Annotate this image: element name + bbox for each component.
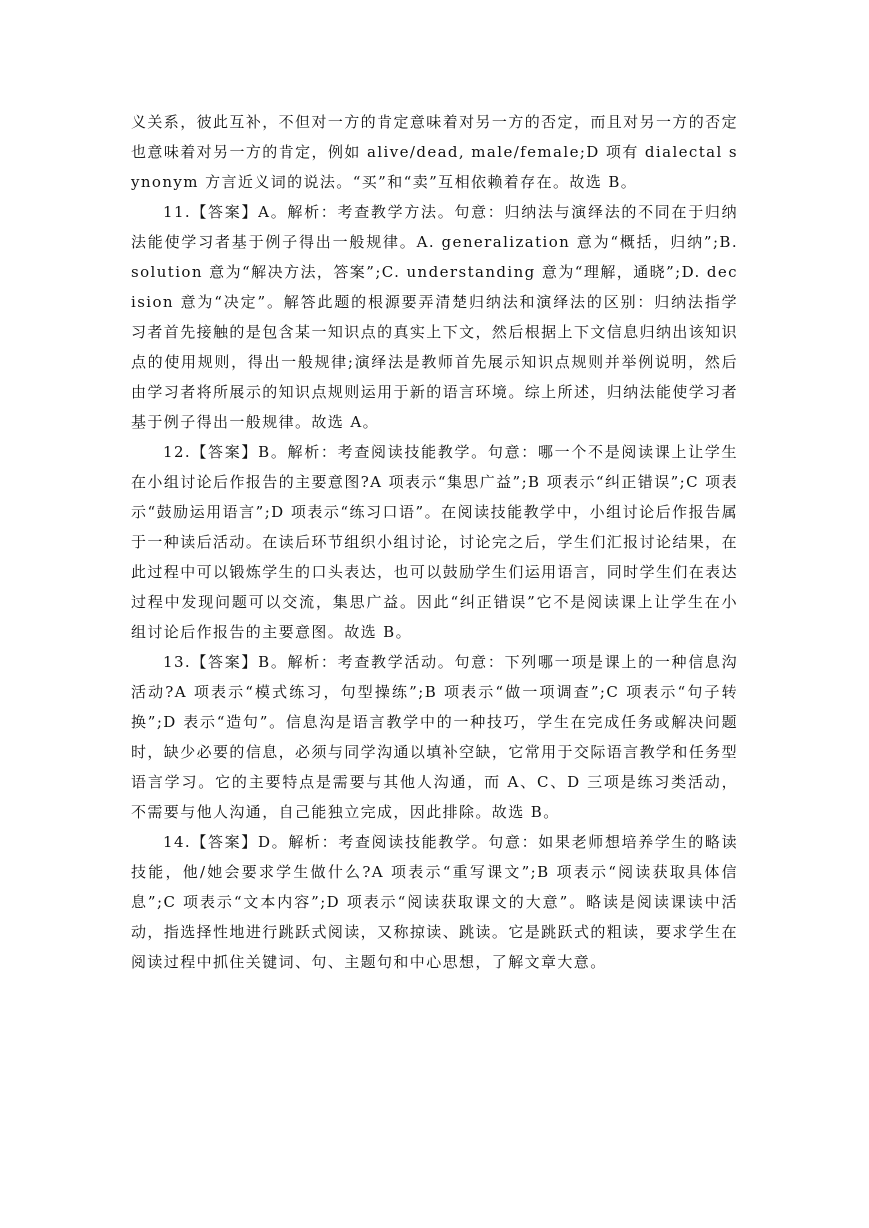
paragraph-answer-14: 14.【答案】D。解析：考查阅读技能教学。句意：如果老师想培养学生的略读技能，他/她会要求学生做什么?A 项表示“重写课文”;B 项表示“阅读获取具体信息”;C 项表示“文本内容”;D 项表示“阅读获取课文的大意”。略读是阅读课读中活动，指选择性地进行跳跃式阅读，又称掠读、跳读。它是跳跃式的粗读，要求学生在阅读过程中抓住关键词、句、主题句和中心思想，了解文章大意。 bbox=[131, 833, 738, 971]
paragraph-answer-12: 12.【答案】B。解析：考查阅读技能教学。句意：哪一个不是阅读课上让学生在小组讨论后作报告的主要意图?A 项表示“集思广益”;B 项表示“纠正错误”;C 项表示“鼓励运用语言”;D 项表示“练习口语”。在阅读技能教学中，小组讨论后作报告属于一种读后活动。在读后环节组织小组讨论，讨论完之后，学生们汇报讨论结果，在此过程中可以锻炼学生的口头表达，也可以鼓励学生们运用语言，同时学生们在表达过程中发现问题可以交流，集思广益。因此“纠正错误”它不是阅读课上让学生在小组讨论后作报告的主要意图。故选 B。 bbox=[131, 443, 738, 641]
document-body bbox=[131, 107, 738, 977]
paragraph-answer-11: 11.【答案】A。解析：考查教学方法。句意：归纳法与演绎法的不同在于归纳法能使学习者基于例子得出一般规律。A. generalization 意为“概括，归纳”;B. solution 意为“解决方法，答案”;C. understanding 意为“理解，通晓”;D. decision 意为“决定”。解答此题的根源要弄清楚归纳法和演绎法的区别：归纳法指学习者首先接触的是包含某一知识点的真实上下文，然后根据上下文信息归纳出该知识点的使用规则，得出一般规律;演绎法是教师首先展示知识点规则并举例说明，然后由学习者将所展示的知识点规则运用于新的语言环境。综上所述，归纳法能使学习者基于例子得出一般规律。故选 A。 bbox=[131, 203, 738, 431]
paragraph-continuation: 义关系，彼此互补，不但对一方的肯定意味着对另一方的否定，而且对另一方的否定也意味着对另一方的肯定，例如 alive/dead, male/female;D 项有 dialectal synonym 方言近义词的说法。“买”和“卖”互相依赖着存在。故选 B。 bbox=[131, 113, 738, 191]
paragraph-answer-13: 13.【答案】B。解析：考查教学活动。句意：下列哪一项是课上的一种信息沟活动?A 项表示“模式练习，句型操练”;B 项表示“做一项调查”;C 项表示“句子转换”;D 表示“造句”。信息沟是语言教学中的一种技巧，学生在完成任务或解决问题时，缺少必要的信息，必须与同学沟通以填补空缺，它常用于交际语言教学和任务型语言学习。它的主要特点是需要与其他人沟通，而 A、C、D 三项是练习类活动，不需要与他人沟通，自己能独立完成，因此排除。故选 B。 bbox=[131, 653, 738, 821]
